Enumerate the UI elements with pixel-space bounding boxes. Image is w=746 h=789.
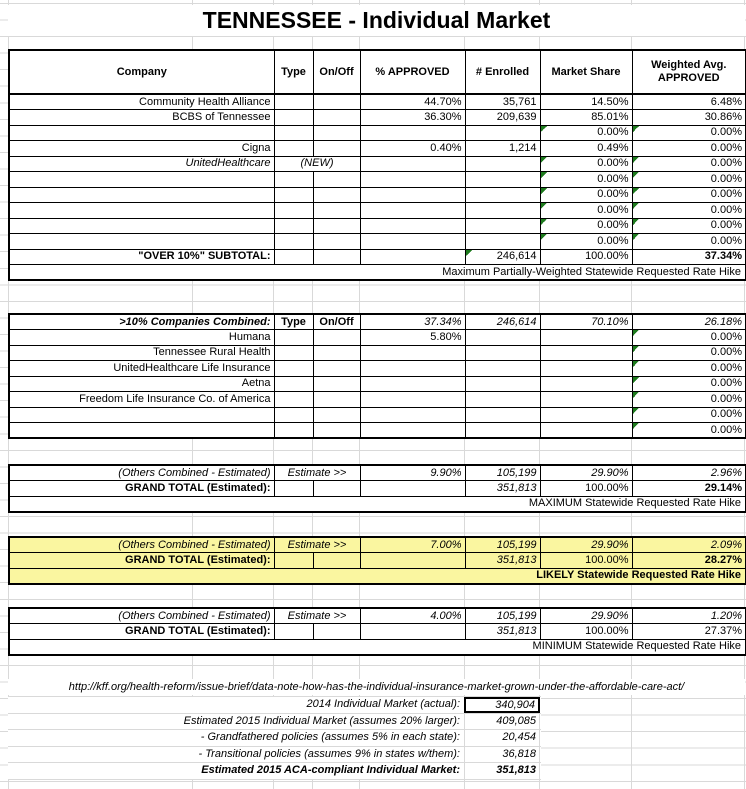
over-10-rate-table — [8, 49, 746, 281]
empty-cell — [274, 423, 313, 439]
empty-cell — [465, 376, 540, 392]
cell: 0.00% — [632, 125, 746, 141]
cell: (Others Combined - Estimated) — [9, 537, 274, 553]
empty-cell — [465, 361, 540, 377]
table-row — [9, 330, 746, 346]
cell: On/Off — [313, 314, 360, 330]
empty-cell — [274, 392, 313, 408]
cell: 9.90% — [360, 465, 465, 481]
table-row — [9, 234, 746, 250]
cell: 5.80% — [360, 330, 465, 346]
table-row — [9, 465, 746, 481]
empty-cell — [313, 203, 360, 219]
cell: (Others Combined - Estimated) — [9, 465, 274, 481]
empty-cell — [313, 624, 360, 640]
cell: 0.00% — [540, 187, 632, 203]
empty-cell — [360, 345, 465, 361]
table-row — [9, 376, 746, 392]
cell: Aetna — [9, 376, 274, 392]
empty-cell — [465, 345, 540, 361]
cell: 35,761 — [465, 94, 540, 110]
empty-cell — [465, 407, 540, 423]
cell: 85.01% — [540, 110, 632, 126]
empty-cell — [274, 172, 313, 188]
cell: 0.00% — [632, 407, 746, 423]
empty-cell — [313, 141, 360, 157]
cell: 37.34% — [360, 314, 465, 330]
cell: 29.90% — [540, 537, 632, 553]
empty-cell — [274, 234, 313, 250]
cell: 0.00% — [632, 330, 746, 346]
empty-cell — [360, 553, 465, 569]
empty-cell — [360, 187, 465, 203]
cell: 209,639 — [465, 110, 540, 126]
cell: 0.00% — [632, 218, 746, 234]
empty-cell — [274, 141, 313, 157]
cell: Community Health Alliance — [9, 94, 274, 110]
cell: 0.49% — [540, 141, 632, 157]
cell: 1.20% — [632, 608, 746, 624]
cell: 44.70% — [360, 94, 465, 110]
cell: MINIMUM Statewide Requested Rate Hike — [9, 639, 746, 655]
cell: (NEW) — [274, 156, 360, 172]
cell: Type — [274, 314, 313, 330]
cell: 28.27% — [632, 553, 746, 569]
empty-cell — [540, 361, 632, 377]
table-row — [9, 141, 746, 157]
table-row — [9, 345, 746, 361]
empty-cell — [465, 423, 540, 439]
empty-cell — [274, 94, 313, 110]
empty-cell — [274, 481, 313, 497]
table-row — [9, 218, 746, 234]
empty-cell — [360, 156, 465, 172]
footer-label: Estimated 2015 ACA-compliant Individual Market: — [201, 764, 460, 776]
empty-cell — [313, 94, 360, 110]
empty-cell — [313, 553, 360, 569]
empty-cell — [313, 361, 360, 377]
empty-cell — [313, 218, 360, 234]
empty-cell — [360, 481, 465, 497]
cell: UnitedHealthcare — [9, 156, 274, 172]
table-row — [9, 423, 746, 439]
cell: 0.00% — [632, 141, 746, 157]
empty-cell — [360, 361, 465, 377]
empty-cell — [360, 624, 465, 640]
cell: 6.48% — [632, 94, 746, 110]
empty-cell — [540, 392, 632, 408]
table-row — [9, 624, 746, 640]
empty-cell — [360, 125, 465, 141]
empty-cell — [274, 345, 313, 361]
cell: (Others Combined - Estimated) — [9, 608, 274, 624]
cell: Weighted Avg. APPROVED — [632, 50, 746, 94]
cell: 0.00% — [540, 218, 632, 234]
cell: BCBS of Tennessee — [9, 110, 274, 126]
footer-label: 2014 Individual Market (actual): — [306, 698, 460, 710]
cell: 0.00% — [540, 203, 632, 219]
empty-cell — [465, 234, 540, 250]
cell: 0.00% — [632, 361, 746, 377]
empty-cell — [313, 481, 360, 497]
cell: 0.00% — [632, 345, 746, 361]
empty-cell — [360, 249, 465, 265]
cell: 4.00% — [360, 608, 465, 624]
footer-label: - Grandfathered policies (assumes 5% in each state): — [200, 731, 460, 743]
cell: 2.96% — [632, 465, 746, 481]
table-row — [9, 481, 746, 497]
cell: 0.00% — [632, 203, 746, 219]
cell: 351,813 — [465, 553, 540, 569]
empty-cell — [465, 172, 540, 188]
empty-cell — [274, 361, 313, 377]
cell: 29.14% — [632, 481, 746, 497]
table-row — [9, 94, 746, 110]
footer-row — [8, 763, 541, 780]
empty-cell — [360, 407, 465, 423]
empty-cell — [9, 218, 274, 234]
table-row — [9, 537, 746, 553]
table-row — [9, 156, 746, 172]
cell: 246,614 — [465, 314, 540, 330]
cell: 30.86% — [632, 110, 746, 126]
table-row — [9, 187, 746, 203]
empty-cell — [360, 203, 465, 219]
empty-cell — [274, 187, 313, 203]
cell: Cigna — [9, 141, 274, 157]
cell: 14.50% — [540, 94, 632, 110]
empty-cell — [540, 423, 632, 439]
cell: Estimate >> — [274, 608, 360, 624]
empty-cell — [313, 407, 360, 423]
cell: 105,199 — [465, 465, 540, 481]
market-estimate-footer — [8, 696, 541, 780]
empty-cell — [313, 345, 360, 361]
empty-cell — [274, 624, 313, 640]
empty-cell — [9, 423, 274, 439]
empty-cell — [274, 376, 313, 392]
table-row — [9, 407, 746, 423]
cell: 7.00% — [360, 537, 465, 553]
empty-cell — [9, 172, 274, 188]
empty-cell — [465, 156, 540, 172]
cell: 70.10% — [540, 314, 632, 330]
cell: 29.90% — [540, 465, 632, 481]
table-row — [9, 639, 746, 655]
cell: 36.30% — [360, 110, 465, 126]
empty-cell — [313, 125, 360, 141]
empty-cell — [360, 172, 465, 188]
empty-cell — [360, 423, 465, 439]
cell: 0.00% — [632, 172, 746, 188]
combined-companies-table — [8, 313, 746, 439]
empty-cell — [313, 392, 360, 408]
table-row — [9, 361, 746, 377]
empty-cell — [274, 110, 313, 126]
footer-row — [8, 747, 541, 764]
maximum-estimate-table — [8, 464, 746, 513]
footer-label: Estimated 2015 Individual Market (assumes 20% larger): — [183, 714, 460, 727]
table-row — [9, 110, 746, 126]
table-row — [9, 172, 746, 188]
empty-cell — [313, 187, 360, 203]
empty-cell — [274, 203, 313, 219]
empty-cell — [274, 330, 313, 346]
empty-cell — [465, 330, 540, 346]
empty-cell — [313, 376, 360, 392]
empty-cell — [540, 345, 632, 361]
cell: 1,214 — [465, 141, 540, 157]
footer-value: 340,904 — [464, 697, 540, 713]
table-row — [9, 203, 746, 219]
empty-cell — [313, 423, 360, 439]
cell: Estimate >> — [274, 465, 360, 481]
empty-cell — [9, 203, 274, 219]
cell: % APPROVED — [360, 50, 465, 94]
cell: 246,614 — [465, 249, 540, 265]
table-row — [9, 249, 746, 265]
cell: GRAND TOTAL (Estimated): — [9, 624, 274, 640]
empty-cell — [274, 249, 313, 265]
cell: "OVER 10%" SUBTOTAL: — [9, 249, 274, 265]
table-row — [9, 608, 746, 624]
empty-cell — [9, 187, 274, 203]
cell: 2.09% — [632, 537, 746, 553]
cell: 0.00% — [632, 187, 746, 203]
footer-value: 351,813 — [464, 763, 540, 779]
empty-cell — [274, 218, 313, 234]
cell: 37.34% — [632, 249, 746, 265]
empty-cell — [313, 330, 360, 346]
table-row — [9, 50, 746, 94]
table-row — [9, 125, 746, 141]
cell: UnitedHealthcare Life Insurance — [9, 361, 274, 377]
cell: Market Share — [540, 50, 632, 94]
cell: >10% Companies Combined: — [9, 314, 274, 330]
likely-estimate-table — [8, 536, 746, 585]
cell: # Enrolled — [465, 50, 540, 94]
minimum-estimate-table — [8, 607, 746, 656]
cell: Tennessee Rural Health — [9, 345, 274, 361]
cell: MAXIMUM Statewide Requested Rate Hike — [9, 496, 746, 512]
empty-cell — [274, 553, 313, 569]
cell: 0.00% — [632, 392, 746, 408]
cell: Company — [9, 50, 274, 94]
empty-cell — [360, 392, 465, 408]
empty-cell — [465, 218, 540, 234]
footer-row — [8, 730, 541, 747]
empty-cell — [360, 376, 465, 392]
source-url: http://kff.org/health-reform/issue-brief/data-note-how-has-the-individual-insurance-market-grown-under-the-affordable-care-act/ — [8, 679, 745, 695]
cell: GRAND TOTAL (Estimated): — [9, 553, 274, 569]
footer-value: 409,085 — [464, 714, 540, 730]
table-row — [9, 496, 746, 512]
cell: 0.00% — [632, 156, 746, 172]
footer-value: 36,818 — [464, 747, 540, 763]
empty-cell — [9, 125, 274, 141]
cell: 0.00% — [540, 156, 632, 172]
empty-cell — [465, 392, 540, 408]
cell: 0.00% — [632, 234, 746, 250]
cell: GRAND TOTAL (Estimated): — [9, 481, 274, 497]
empty-cell — [9, 407, 274, 423]
empty-cell — [465, 187, 540, 203]
page-title: TENNESSEE - Individual Market — [8, 5, 745, 36]
cell: Maximum Partially-Weighted Statewide Requested Rate Hike — [9, 265, 746, 281]
empty-cell — [465, 203, 540, 219]
cell: 29.90% — [540, 608, 632, 624]
footer-row — [8, 697, 541, 714]
table-row — [9, 553, 746, 569]
cell: 351,813 — [465, 481, 540, 497]
empty-cell — [465, 125, 540, 141]
table-row — [9, 392, 746, 408]
cell: 0.00% — [540, 234, 632, 250]
empty-cell — [540, 407, 632, 423]
cell: 100.00% — [540, 249, 632, 265]
empty-cell — [540, 376, 632, 392]
cell: Estimate >> — [274, 537, 360, 553]
empty-cell — [274, 125, 313, 141]
empty-cell — [360, 218, 465, 234]
empty-cell — [313, 249, 360, 265]
footer-label: - Transitional policies (assumes 9% in states w/them): — [198, 747, 460, 760]
cell: 0.00% — [540, 172, 632, 188]
cell: LIKELY Statewide Requested Rate Hike — [9, 568, 746, 584]
cell: 100.00% — [540, 624, 632, 640]
empty-cell — [274, 407, 313, 423]
cell: 100.00% — [540, 481, 632, 497]
cell: 105,199 — [465, 608, 540, 624]
table-row — [9, 568, 746, 584]
table-row — [9, 314, 746, 330]
empty-cell — [540, 330, 632, 346]
cell: 100.00% — [540, 553, 632, 569]
cell: 0.00% — [540, 125, 632, 141]
cell: 26.18% — [632, 314, 746, 330]
cell: Humana — [9, 330, 274, 346]
empty-cell — [313, 110, 360, 126]
cell: Freedom Life Insurance Co. of America — [9, 392, 274, 408]
cell: 351,813 — [465, 624, 540, 640]
empty-cell — [360, 234, 465, 250]
cell: Type — [274, 50, 313, 94]
cell: 0.40% — [360, 141, 465, 157]
cell: 27.37% — [632, 624, 746, 640]
empty-cell — [9, 234, 274, 250]
cell: 0.00% — [632, 376, 746, 392]
footer-row — [8, 714, 541, 731]
table-row — [9, 265, 746, 281]
cell: 105,199 — [465, 537, 540, 553]
footer-value: 20,454 — [464, 730, 540, 746]
cell: 0.00% — [632, 423, 746, 439]
empty-cell — [313, 172, 360, 188]
cell: On/Off — [313, 50, 360, 94]
empty-cell — [313, 234, 360, 250]
